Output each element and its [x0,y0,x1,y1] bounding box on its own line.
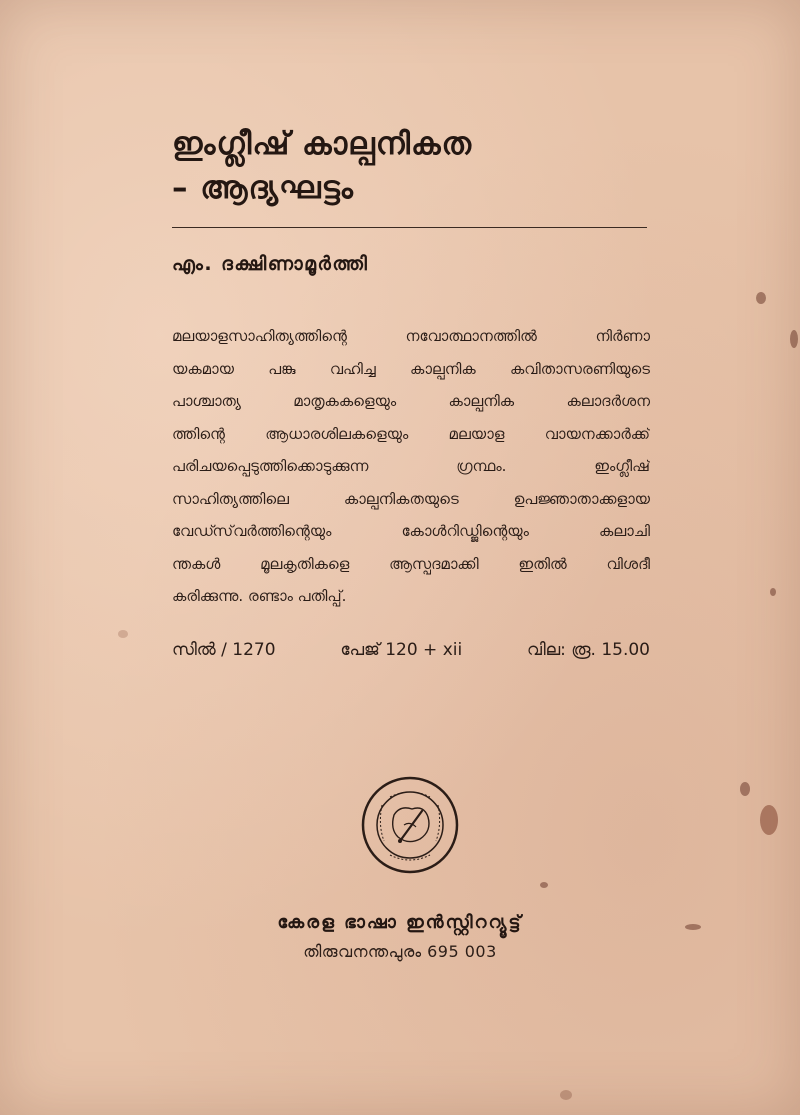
paper-stain [740,782,750,796]
book-title [172,122,652,210]
paper-stain [760,805,778,835]
paper-stain [770,588,776,596]
description-line: സാഹിത്യത്തിലെ കാല്പനികതയുടെ ഉപജ്ഞാതാക്കളായ [172,489,650,508]
title-line-1: ഇംഗ്ലീഷ് കാല്പനികത [172,126,473,162]
description-line: മലയാളസാഹിത്യത്തിന്റെ നവോത്ഥാനത്തിൽ നിർണാ [172,327,650,345]
catalog-number: സിൽ / 1270 [172,640,276,660]
description-line: ന്തകൾ മൂലകൃതികളെ ആസ്പദമാക്കി ഇതിൽ വിശദീ [172,554,650,573]
paper-stain [118,630,128,638]
description-line: പരിചയപ്പെടുത്തിക്കൊടുക്കുന്ന ഗ്രന്ഥം. ഇംഗ്ലീഷ് [172,457,650,475]
description-line: യകമായ പങ്കു വഹിച്ച കാല്പനിക കവിതാസരണിയുടെ [172,359,650,378]
paper-stain [790,330,798,348]
page-count: പേജ് 120 + xii [340,640,463,660]
paper-stain [540,882,548,888]
description-line: വേഡ്സ്‌വർത്തിന്റെയും കോൾറിഡ്ജിന്റെയും കലാചി [172,522,650,540]
institute-seal-icon [360,775,460,875]
description-line: ത്തിന്റെ ആധാരശിലകളെയും മലയാള വായനക്കാർക്ക് [172,424,650,443]
title-divider [172,227,647,228]
paper-stain [756,292,766,304]
publication-details [172,640,650,660]
description-line: കരിക്കുന്നു. രണ്ടാം പതിപ്പ്. [172,587,347,605]
book-description [172,320,650,613]
description-line: പാശ്ചാത്യ മാതൃകകളെയും കാല്പനിക കലാദർശന [172,392,650,410]
title-line-2: – ആദ്യഘട്ടം [172,170,354,206]
price: വില: രൂ. 15.00 [527,640,650,660]
paper-stain [560,1090,572,1100]
publisher-name: കേരള ഭാഷാ ഇൻസ്റ്റിററ്യൂട്ട് [277,912,523,933]
author-name: എം. ദക്ഷിണാമൂർത്തി [172,253,369,275]
publisher-address: തിരുവനന്തപുരം 695 003 [303,942,497,961]
